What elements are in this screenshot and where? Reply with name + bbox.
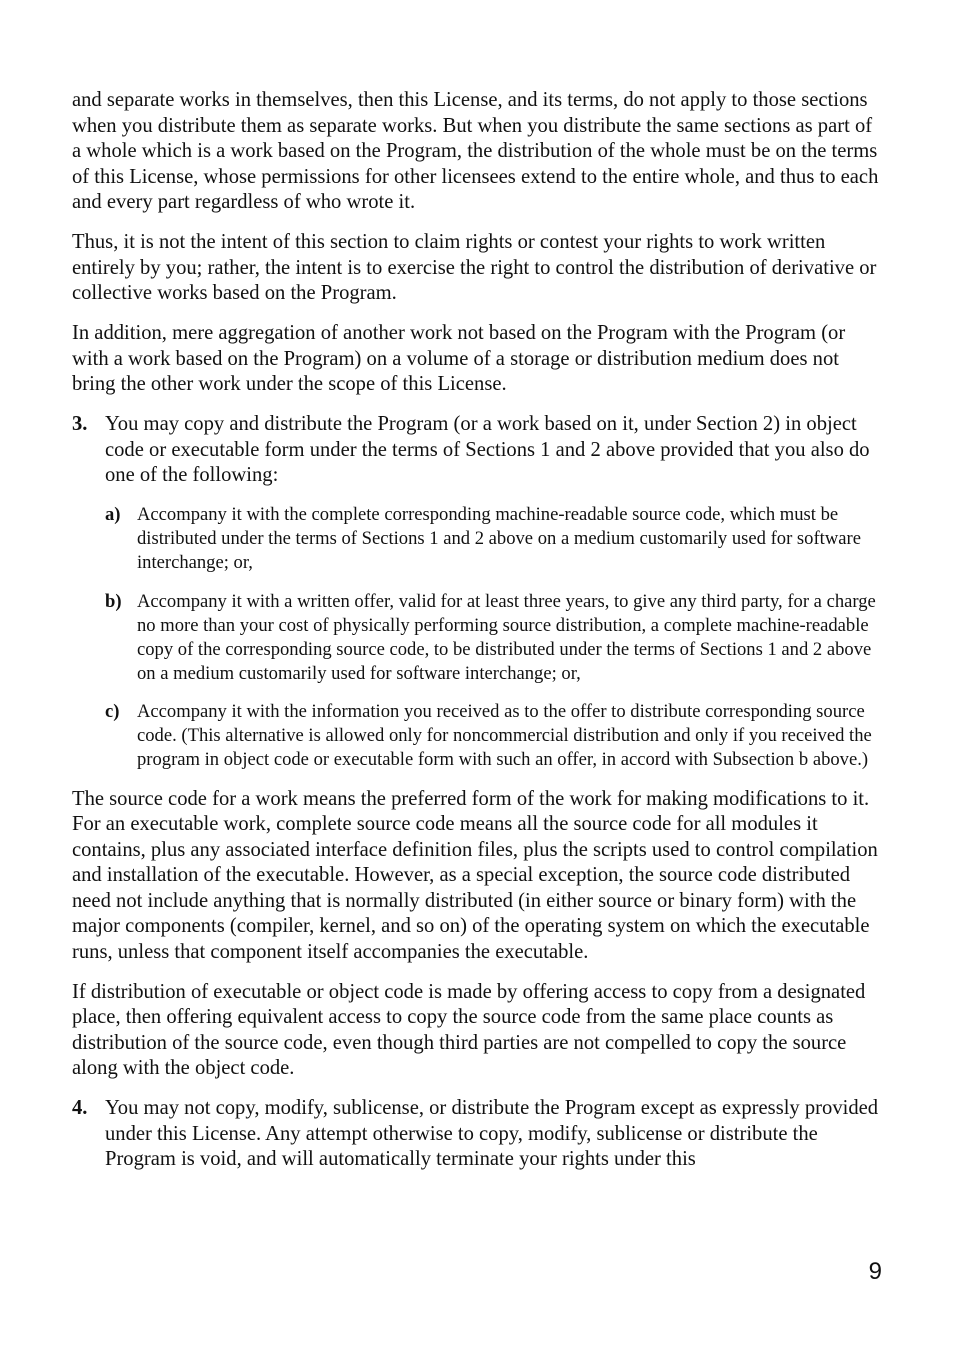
sub-item-b bbox=[72, 590, 882, 686]
item-number: 4. bbox=[72, 1097, 88, 1119]
sub-item-text: Accompany it with the complete corresponding machine-readable source code, which must be distributed under the terms of Sections 1 and 2 above on a medium customarily used for software interchange; or, bbox=[137, 504, 861, 573]
sub-item-letter: c) bbox=[105, 701, 120, 722]
paragraph-intent: Thus, it is not the intent of this section to claim rights or contest your rights to work written entirely by you; rather, the intent is to exercise the right to control the distribution of derivative or collective works based on the Program. bbox=[72, 231, 877, 304]
sub-item-text: Accompany it with a written offer, valid for at least three years, to give any third party, for a charge no more than your cost of physically performing source distribution, a complete machine-readable copy of the corresponding source code, to be distributed under the terms of Sections 1 and 2 above on a medium customarily used for software interchange; or, bbox=[137, 590, 876, 684]
numbered-item-3 bbox=[72, 412, 882, 489]
item-number: 3. bbox=[72, 413, 88, 435]
sub-item-a bbox=[72, 503, 882, 575]
page-number: 9 bbox=[868, 1258, 882, 1285]
paragraph-source-code-definition: The source code for a work means the preferred form of the work for making modifications to it. For an executable work, complete source code means all the source code for all modules it contains, plus any associated interface definition files, plus the scripts used to control compilation and installation of the executable. However, as a special exception, the source code distributed need not include anything that is normally distributed (in either source or binary form) with the major components (compiler, kernel, and so on) of the operating system on which the executable runs, unless that component itself accompanies the executable. bbox=[72, 787, 878, 963]
paragraph-designated-place: If distribution of executable or object code is made by offering access to copy from a designated place, then offering equivalent access to copy the source code from the same place counts as distribution of the source code, even though third parties are not compelled to copy the source along with the object code. bbox=[72, 980, 866, 1079]
sub-item-list bbox=[72, 503, 882, 772]
sub-item-letter: a) bbox=[105, 504, 121, 525]
sub-item-text: Accompany it with the information you received as to the offer to distribute corresponding source code. (This alternative is allowed only for noncommercial distribution and only if you received the program in object code or executable form with such an offer, in accord with Subsection b above.) bbox=[137, 701, 872, 770]
sub-item-c bbox=[72, 700, 882, 772]
item-text: You may not copy, modify, sublicense, or distribute the Program except as expressly provided under this License. Any attempt otherwise to copy, modify, sublicense or distribute the Program is void, and will automatically terminate your rights under this bbox=[105, 1097, 879, 1170]
paragraph-separate-works: and separate works in themselves, then this License, and its terms, do not apply to those sections when you distribute them as separate works. But when you distribute the same sections as part of a whole which is a work based on the Program, the distribution of the whole must be on the terms of this License, whose permissions for other licensees extend to the entire whole, and thus to each and every part regardless of who wrote it. bbox=[72, 89, 879, 213]
paragraph-aggregation: In addition, mere aggregation of another work not based on the Program with the Program (or with a work based on the Program) on a volume of a storage or distribution medium does not bring the other work under the scope of this License. bbox=[72, 322, 846, 395]
item-text: You may copy and distribute the Program (or a work based on it, under Section 2) in object code or executable form under the terms of Sections 1 and 2 above provided that you also do one of the following: bbox=[105, 413, 870, 486]
sub-item-letter: b) bbox=[105, 590, 122, 612]
numbered-item-4 bbox=[72, 1096, 882, 1173]
document-body bbox=[72, 88, 882, 1187]
